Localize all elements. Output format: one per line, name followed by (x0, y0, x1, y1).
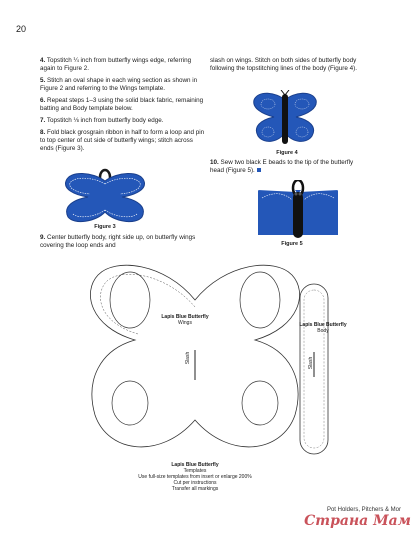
footer-book-title: Pot Holders, Pitchers & Mor (326, 507, 401, 513)
wings-slash-label: Slash (185, 351, 191, 365)
watermark: Страна Мам (304, 513, 411, 529)
step-9: 9. Center butterfly body, right side up, on butterfly wings covering the loop ends and (40, 234, 196, 249)
end-square-icon (257, 168, 261, 172)
figure-3-caption: Figure 3 (94, 224, 116, 230)
figure-5-caption: Figure 5 (281, 241, 303, 247)
wings-template (80, 255, 310, 460)
step-4: 4. Topstitch ¼ inch from butterfly wings edge, referring again to Figure 2. (40, 57, 192, 72)
step-6: 6. Repeat steps 1–3 using the solid black fabric, remaining batting and Body template below. (40, 97, 204, 112)
step-7: 7. Topstitch ⅛ inch from butterfly body edge. (40, 117, 164, 124)
page-number: 20 (16, 24, 27, 34)
body-slash-label: Slash (308, 356, 314, 370)
figure-4-illustration (250, 90, 320, 148)
step-8: 8. Fold black grosgrain ribbon in half to form a loop and pin to top center of cut side of butterfly wings; stitch across ends (Figure 3). (40, 129, 205, 152)
step-10: 10. Sew two black E beads to the tip of the butterfly head (Figure 5). (210, 159, 354, 174)
figure-3-illustration (58, 167, 153, 227)
body-template (298, 282, 330, 457)
templates-note: Lapis Blue Butterfly Templates Use full-size templates from insert or enlarge 200% Cut per instructions Transfer all markings (138, 462, 252, 492)
figure-5-illustration (258, 180, 338, 238)
body-template-label: Lapis Blue Butterfly Body (299, 322, 347, 334)
right-column (210, 57, 360, 77)
wings-template-label: Lapis Blue Butterfly Wings (161, 314, 209, 326)
left-column (40, 57, 205, 157)
step-9-continued: slash on wings. Stitch on both sides of butterfly body following the topstitching lines of the body (Figure 4). (210, 57, 358, 72)
step-5: 5. Stitch an oval shape in each wing section as shown in Figure 2 and referring to the Wings template. (40, 77, 198, 92)
figure-4-caption: Figure 4 (276, 150, 298, 156)
